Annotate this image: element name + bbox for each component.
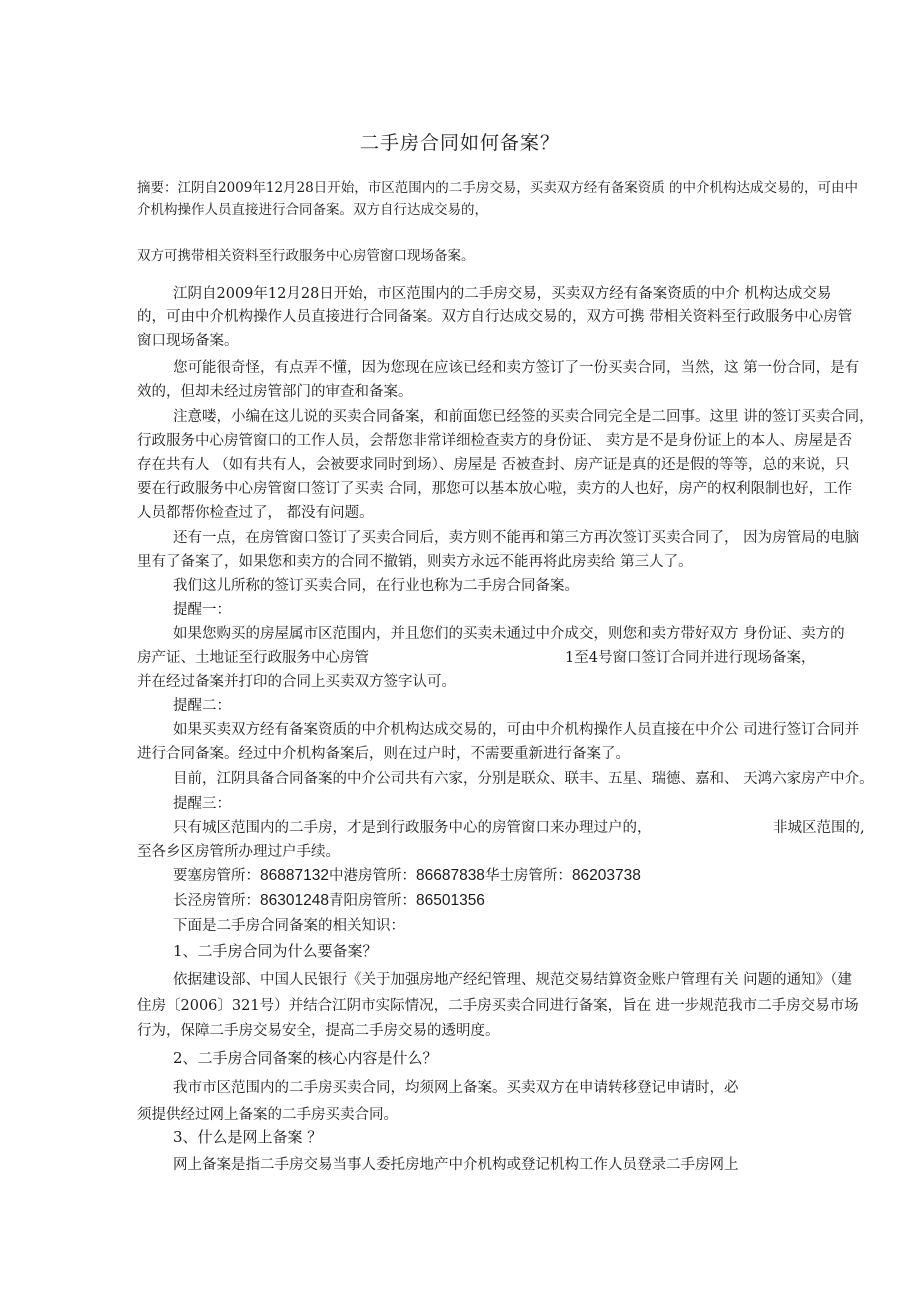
answer-3-line-1: 网上备案是指二手房交易当事人委托房地产中介机构或登记机构工作人员登录二手房网上 xyxy=(173,1157,739,1173)
summary-line-3: 双方可携带相关资料至行政服务中心房管窗口现场备案。 xyxy=(137,248,475,264)
knowledge-intro: 下面是二手房合同备案的相关知识： xyxy=(173,918,405,934)
zhonggang-phone: 86687838 xyxy=(415,867,485,884)
reminder2-line-1: 如果买卖双方经有备案资质的中介机构达成交易的，可由中介机构操作人员直接在中介公 司进行签订合同并 xyxy=(173,722,860,738)
agencies-text: 目前，江阴具备合同备案的中介公司共有六家，分别是联众、联丰、五星、瑞德、嘉和、 天鸿六家房产中介。 xyxy=(173,771,874,787)
para3-line-5: 人员都帮你检查过了， 都没有问题。 xyxy=(137,505,374,521)
para3-line-2: 行政服务中心房管窗口的工作人员，会帮您非常详细检查卖方的身份证、 卖方是不是身份证上的本人、房屋是否 xyxy=(137,433,853,449)
reminder3-line-1a: 只有城区范围内的二手房，才是到行政服务中心的房管窗口来办理过户的， xyxy=(173,820,652,836)
answer-1-line-2: 住房〔2006〕321号）并结合江阴市实际情况，二手房买卖合同进行备案，旨在 进一步规范我市二手房交易市场 xyxy=(137,998,859,1014)
question-2: 2、二手房合同备案的核心内容是什么？ xyxy=(173,1049,438,1067)
reminder1-line-1: 如果您购买的房屋属市区范围内，并且您们的买卖未通过中介成交，则您和卖方带好双方 身份证、卖方的 xyxy=(173,626,845,642)
reminder1-line-2b: 1至4号窗口签订合同并进行现场备案， xyxy=(565,650,816,666)
reminder1-line-3: 并在经过备案并打印的合同上买卖双方签字认可。 xyxy=(137,674,456,690)
page-title: 二手房合同如何备案？ xyxy=(359,132,560,154)
phone-row-2 xyxy=(173,889,485,913)
para2-line-2: 效的，但却未经过房管部门的审查和备案。 xyxy=(137,384,413,400)
question-1: 1、二手房合同为什么要备案？ xyxy=(173,942,378,960)
qingyang-label: 青阳房管所： xyxy=(328,893,416,909)
phone-row-1 xyxy=(173,864,641,888)
reminder2-line-2: 进行合同备案。经过中介机构备案后，则在过户时，不需要重新进行备案了。 xyxy=(137,746,630,762)
para5: 我们这儿所称的签订买卖合同，在行业也称为二手房合同备案。 xyxy=(173,578,579,594)
para1-line-3: 窗口现场备案。 xyxy=(137,333,239,349)
para3-line-3: 存在共有人 （如有共有人，会被要求同时到场）、房屋是 否被查封、房产证是真的还是假的等等，总的来说，只 xyxy=(137,457,850,473)
para3-line-1: 注意喽，小编在这儿说的买卖合同备案，和前面您已经签的买卖合同完全是二回事。这里 讲的签订买卖合同， xyxy=(173,409,874,425)
question-3: 3、什么是网上备案 ？ xyxy=(173,1128,323,1146)
reminder3-label: 提醒三： xyxy=(173,796,231,812)
zhonggang-label: 中港房管所： xyxy=(328,868,416,884)
para2-line-1: 您可能很奇怪，有点弄不懂，因为您现在应该已经和卖方签订了一份买卖合同，当然，这 第一份合同，是有 xyxy=(173,360,860,376)
answer-1-line-1: 依据建设部、中国人民银行《关于加强房地产经纪管理、规范交易结算资金账户管理有关 问题的通知》（建 xyxy=(173,972,852,988)
reminder1-line-2a: 房产证、土地证至行政服务中心房管 xyxy=(137,650,369,666)
reminder3-line-2: 至各乡区房管所办理过户手续。 xyxy=(137,844,340,860)
huashi-phone: 86203738 xyxy=(571,867,641,884)
qingyang-phone: 86501356 xyxy=(415,892,485,909)
yaosai-phone: 86887132 xyxy=(260,867,329,884)
para4-line-2: 里有了备案了，如果您和卖方的合同不撤销，则卖方永远不能再将此房卖给 第三人了。 xyxy=(137,554,693,570)
para3-line-4: 要在行政服务中心房管窗口签订了买卖 合同，那您可以基本放心啦，卖方的人也好，房产的权利限制也好，工作 xyxy=(137,481,853,497)
reminder3-line-1b: 非城区范围的, xyxy=(773,820,865,836)
summary-line-2: 介机构操作人员直接进行合同备案。双方自行达成交易的， xyxy=(137,202,488,218)
yaosai-label: 要塞房管所： xyxy=(173,868,260,884)
answer-2-line-2: 须提供经过网上备案的二手房买卖合同。 xyxy=(137,1107,398,1123)
changjing-label: 长泾房管所： xyxy=(173,893,260,909)
answer-1-line-3: 行为，保障二手房交易安全，提高二手房交易的透明度。 xyxy=(137,1023,500,1039)
reminder2-label: 提醒二： xyxy=(173,698,231,714)
summary-line-1: 摘要：江阴自2009年12月28日开始，市区范围内的二手房交易，买卖双方经有备案资质 的中介机构达成交易的，可由中 xyxy=(137,180,859,196)
para1-line-2: 的，可由中介机构操作人员直接进行合同备案。双方自行达成交易的，双方可携 带相关资料至行政服务中心房管 xyxy=(137,309,853,325)
para4-line-1: 还有一点，在房管窗口签订了买卖合同后，卖方则不能再和第三方再次签订买卖合同了， 因为房管局的电脑 xyxy=(173,530,860,546)
changjing-phone: 86301248 xyxy=(260,892,329,909)
huashi-label: 华士房管所： xyxy=(484,868,572,884)
para1-line-1: 江阴自2009年12月28日开始，市区范围内的二手房交易，买卖双方经有备案资质的中介 机构达成交易 xyxy=(173,286,832,302)
answer-2-line-1: 我市市区范围内的二手房买卖合同，均须网上备案。买卖双方在申请转移登记申请时，必 xyxy=(173,1080,739,1096)
reminder1-label: 提醒一： xyxy=(173,602,231,618)
